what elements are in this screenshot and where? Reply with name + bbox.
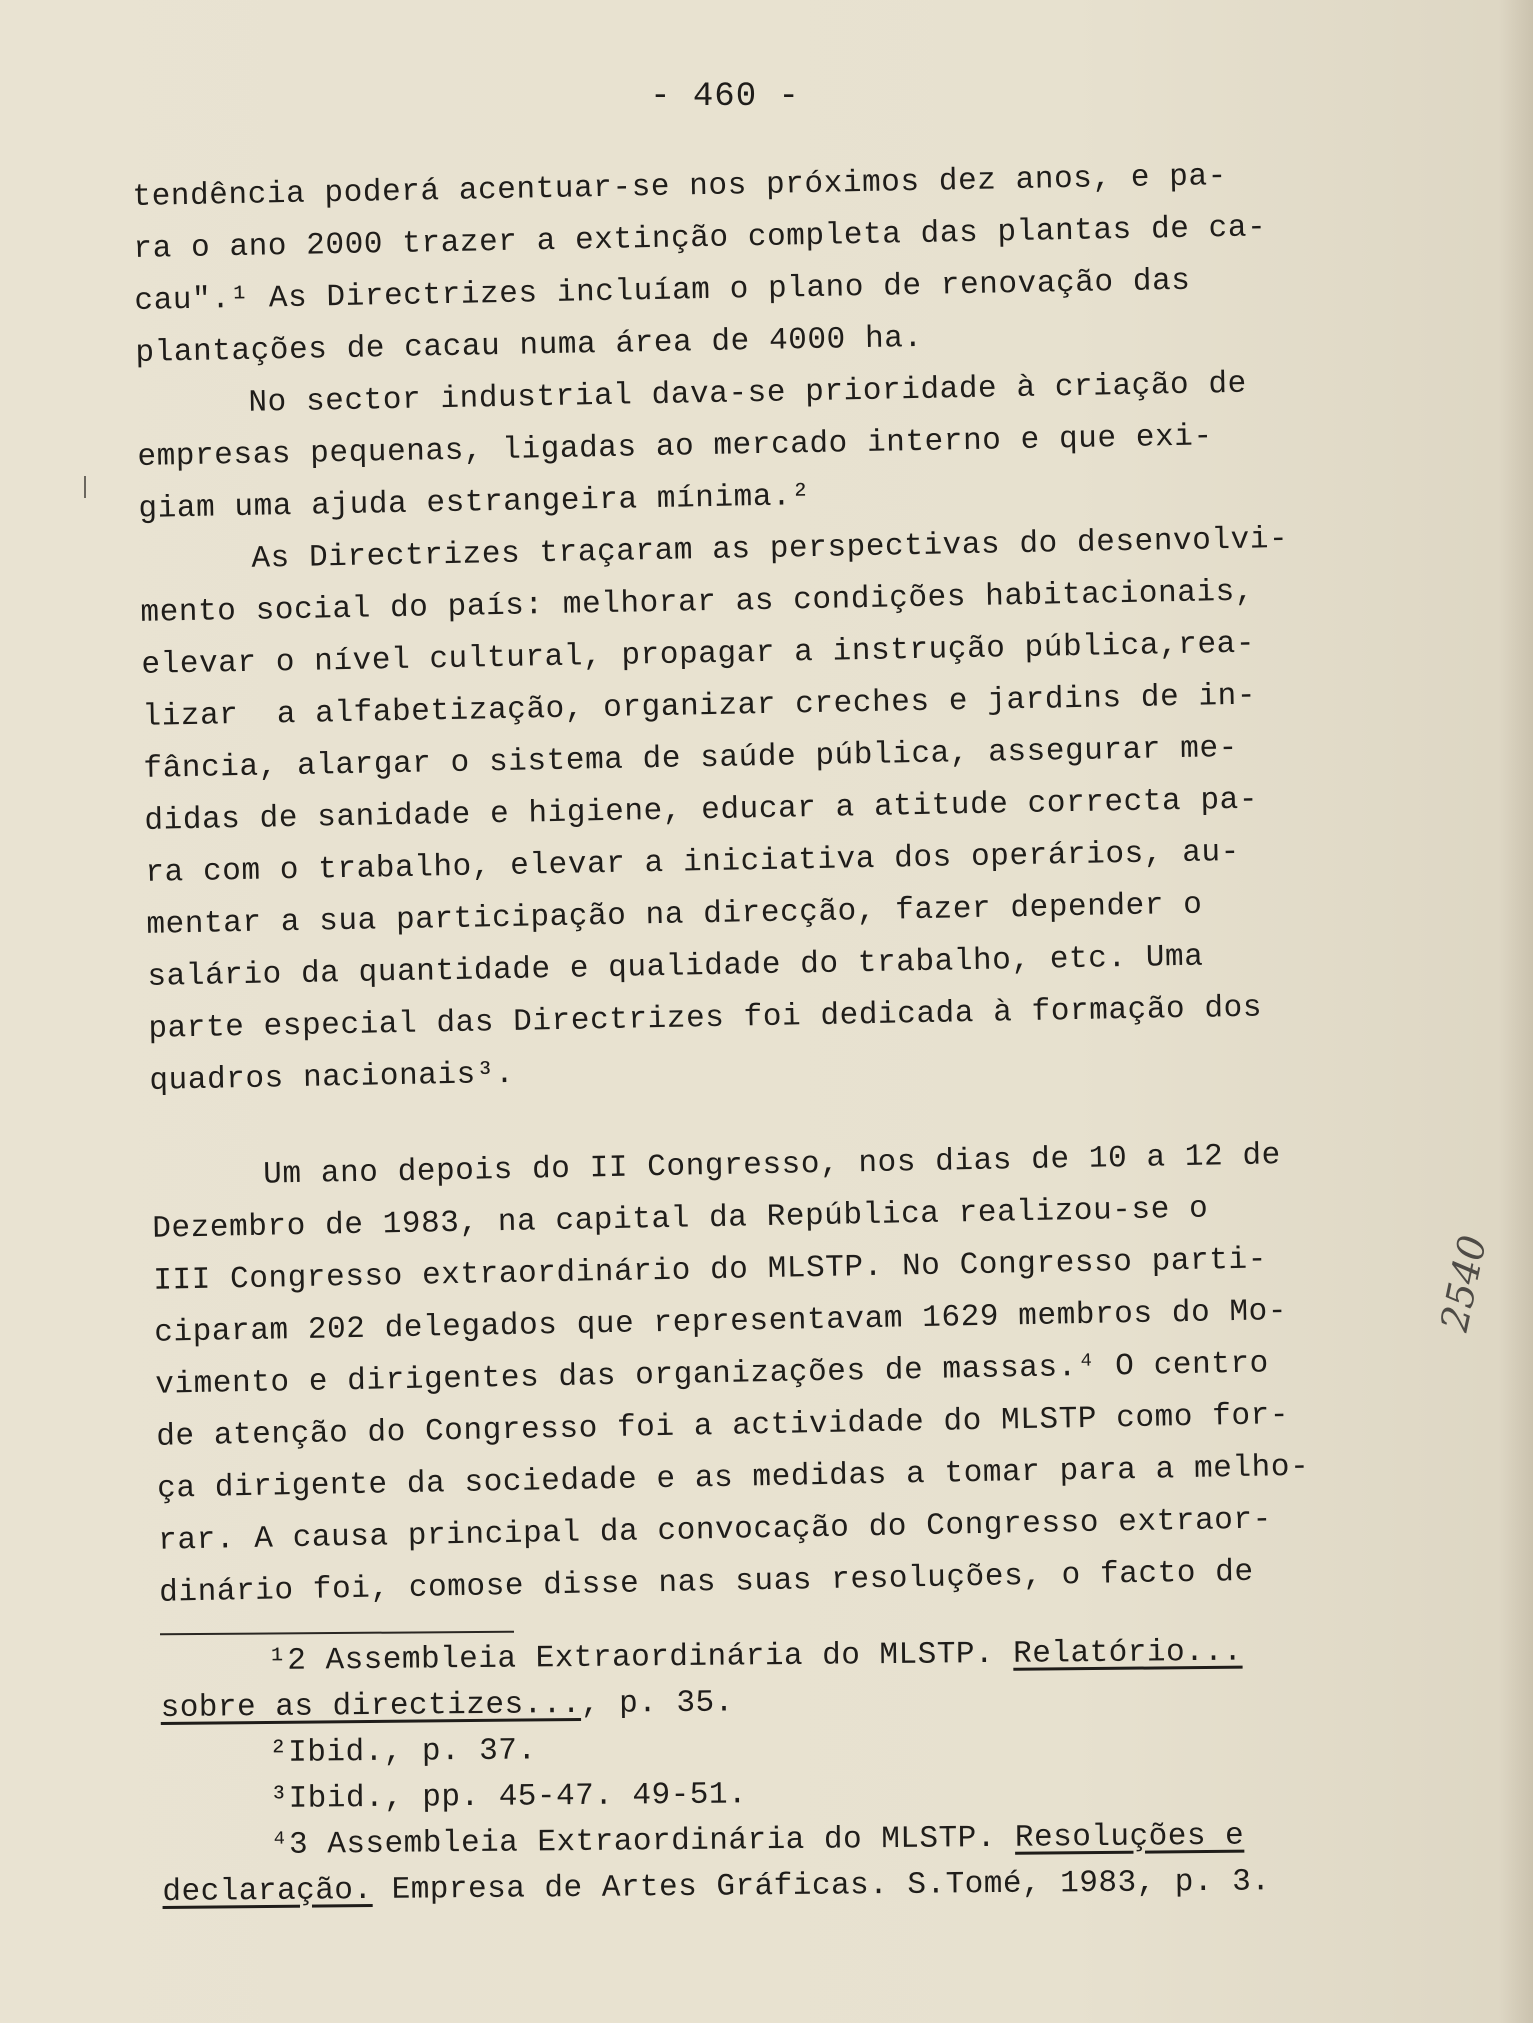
- text-line: quadros nacionais³.: [149, 1056, 515, 1099]
- footnote-text: ⁴3 Assembleia Extraordinária do MLSTP.: [269, 1820, 1016, 1863]
- footnote-title: declaração.: [162, 1872, 373, 1910]
- footnote-title: sobre as directizes...: [160, 1686, 582, 1726]
- text-line: ciparam 202 delegados que representavam 1629 membros do Mo-: [153, 1294, 1288, 1351]
- text-line: parte especial das Directrizes foi dedicada à formação dos: [148, 990, 1263, 1047]
- main-text: [132, 148, 1400, 1620]
- page-number: - 460 -: [650, 78, 800, 116]
- text-line: mento social do país: melhorar as condições habitacionais,: [140, 574, 1255, 631]
- footnote-text: ¹2 Assembleia Extraordinária do MLSTP.: [268, 1636, 1014, 1679]
- margin-mark: [84, 476, 86, 498]
- text-line: mentar a sua participação na direcção, fazer depender o: [146, 887, 1203, 943]
- text-line: giam uma ajuda estrangeira mínima.²: [138, 479, 811, 527]
- text-line: empresas pequenas, ligadas ao mercado interno e que exi-: [137, 419, 1213, 475]
- footnote-title: Resoluções e: [1014, 1818, 1245, 1856]
- text-line: lizar a alfabetização, organizar creches e jardins de in-: [142, 678, 1257, 735]
- text-line: tendência poderá acentuar-se nos próximos dez anos, e pa-: [132, 158, 1228, 215]
- handwritten-margin-number: 2540: [1432, 1231, 1496, 1336]
- paragraph-start: No sector industrial dava-se prioridade à criação de: [248, 366, 1248, 421]
- text-line: salário da quantidade e qualidade do trabalho, etc. Uma: [147, 939, 1204, 995]
- footnote-text: Empresa de Artes Gráficas. S.Tomé, 1983, p. 3.: [372, 1864, 1271, 1908]
- text-line: ça dirigente da sociedade e as medidas a tomar para a melho-: [156, 1449, 1310, 1507]
- footnote-separator: [160, 1631, 514, 1635]
- text-line: de atenção do Congresso foi a actividade do MLSTP como for-: [155, 1398, 1290, 1455]
- text-line: III Congresso extraordinário do MLSTP. No Congresso parti-: [152, 1242, 1268, 1299]
- footnote-text: ²Ibid., p. 37.: [268, 1733, 537, 1771]
- text-line: ra o ano 2000 trazer a extinção completa das plantas de ca-: [133, 210, 1267, 267]
- text-line: Dezembro de 1983, na capital da República realizou-se o: [151, 1191, 1209, 1247]
- page-edge-shadow: [1499, 0, 1533, 2023]
- footnote-title: Relatório...: [1013, 1634, 1243, 1672]
- text-line: fância, alargar o sistema de saúde pública, assegurar me-: [143, 730, 1239, 787]
- paragraph-start: As Directrizes traçaram as perspectivas do desenvolvi-: [251, 521, 1289, 577]
- text-line: elevar o nível cultural, propagar a instrução pública,rea-: [141, 626, 1256, 683]
- paragraph-start: Um ano depois do II Congresso, nos dias de 10 a 12 de: [262, 1138, 1282, 1193]
- footnote-text: ³Ibid., pp. 45-47. 49-51.: [269, 1777, 748, 1817]
- text-line: ra com o trabalho, elevar a iniciativa dos operários, au-: [145, 834, 1241, 891]
- text-line: rar. A causa principal da convocação do Congresso extraor-: [157, 1502, 1273, 1559]
- footnote-text: , p. 35.: [580, 1685, 734, 1722]
- text-line: vimento e dirigentes das organizações de massas.⁴ O centro: [154, 1346, 1270, 1403]
- text-line: didas de sanidade e higiene, educar a atitude correcta pa-: [144, 782, 1259, 839]
- text-line: dinário foi, comose disse nas suas resoluções, o facto de: [158, 1554, 1255, 1611]
- text-line: plantações de cacau numa área de 4000 ha.: [135, 320, 924, 371]
- footnotes: [160, 1628, 1393, 1916]
- text-line: cau".¹ As Directrizes incluíam o plano de renovação das: [134, 263, 1191, 319]
